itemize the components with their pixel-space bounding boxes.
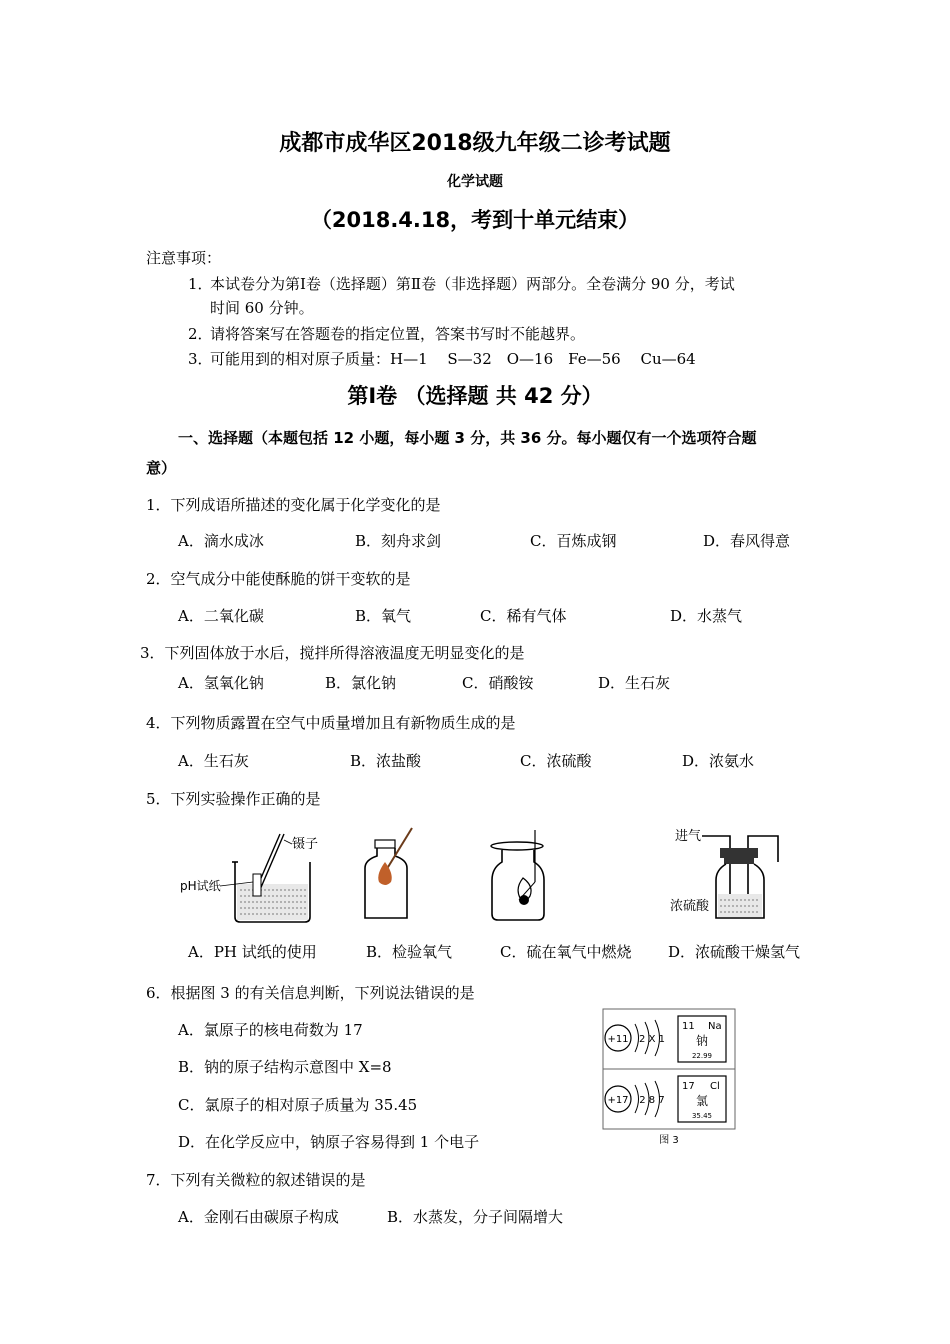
option: A．滴水成冰: [178, 532, 264, 550]
oxygen-test-figure: [365, 828, 412, 918]
option: A．二氧化碳: [178, 607, 264, 625]
option: C．氯原子的相对原子质量为 35.45: [178, 1096, 418, 1114]
option: D．生石灰: [598, 674, 671, 692]
cl-atomic-number: 17: [682, 1081, 695, 1092]
tweezers-label: 镊子: [292, 837, 319, 852]
na-mass: 22.99: [691, 1052, 713, 1060]
option: B．氯化钠: [325, 674, 397, 692]
exam-title: 成都市成华区2018级九年级二诊考试题: [279, 131, 671, 156]
question-stem: 2．空气成分中能使酥脆的饼干变软的是: [146, 570, 411, 588]
option: A．生石灰: [178, 752, 249, 770]
na-symbol: Na: [708, 1021, 722, 1032]
option: B．检验氧气: [366, 943, 453, 961]
option: B．浓盐酸: [350, 752, 422, 770]
note-number: 1．: [188, 275, 213, 293]
option: C．硫在氧气中燃烧: [500, 943, 632, 961]
option: A．金刚石由碳原子构成: [178, 1208, 339, 1226]
na-shells: 2 X 1: [639, 1034, 665, 1045]
note-text-cont: 时间 60 分钟。: [210, 299, 314, 317]
option: A．氢氧化钠: [178, 674, 264, 692]
cl-mass: 35.45: [691, 1112, 713, 1120]
beaker-ph-figure: [180, 834, 318, 922]
option: D．在化学反应中，钠原子容易得到 1 个电子: [178, 1133, 480, 1151]
question-stem: 4．下列物质露置在空气中质量增加且有新物质生成的是: [146, 714, 516, 732]
note-text: 可能用到的相对原子质量：H—1 S—32 O—16 Fe—56 Cu—64: [210, 350, 696, 368]
ph-paper-label: pH试纸: [180, 879, 221, 893]
section-instructions-cont: 意）: [146, 459, 177, 477]
option: C．稀有气体: [480, 607, 567, 625]
na-nucleus: +11: [607, 1034, 629, 1045]
question-stem: 7．下列有关微粒的叙述错误的是: [146, 1171, 366, 1189]
option: B．水蒸发，分子间隔增大: [387, 1208, 564, 1226]
note-number: 3．: [188, 350, 213, 368]
section-instructions: 一、选择题（本题包括 12 小题，每小题 3 分，共 36 分。每小题仅有一个选项符合题: [178, 429, 757, 447]
question-stem: 3．下列固体放于水后，搅拌所得溶液温度无明显变化的是: [140, 644, 525, 662]
question-stem: 1．下列成语所描述的变化属于化学变化的是: [146, 496, 441, 514]
cl-symbol: Cl: [710, 1081, 720, 1092]
gas-in-label: 进气: [675, 829, 702, 844]
q5-apparatus-figures: [180, 822, 820, 932]
option: A．PH 试纸的使用: [188, 943, 317, 961]
question-stem: 6．根据图 3 的有关信息判断，下列说法错误的是: [146, 984, 475, 1002]
question-stem: 5．下列实验操作正确的是: [146, 790, 321, 808]
note-number: 2．: [188, 325, 213, 343]
figure-3-caption: 图 3: [659, 1135, 679, 1146]
option: C．硝酸铵: [462, 674, 534, 692]
option: D．浓硫酸干燥氢气: [668, 943, 801, 961]
section-title: 第Ⅰ卷 （选择题 共 42 分）: [347, 384, 603, 408]
note-text: 本试卷分为第Ⅰ卷（选择题）第Ⅱ卷（非选择题）两部分。全卷满分 90 分，考试: [210, 275, 735, 293]
option: D．浓氨水: [682, 752, 755, 770]
sulfur-combustion-figure: [491, 830, 544, 920]
gas-drying-bottle-figure: [670, 828, 778, 918]
figure-3-atoms: [602, 1008, 736, 1148]
option: C．百炼成钢: [530, 532, 617, 550]
na-atomic-number: 11: [682, 1021, 695, 1032]
option: A．氯原子的核电荷数为 17: [178, 1021, 363, 1039]
date-line: （2018.4.18，考到十单元结束）: [310, 208, 640, 232]
na-name: 钠: [695, 1034, 709, 1048]
cl-name: 氯: [695, 1094, 709, 1108]
subject-title: 化学试题: [447, 174, 503, 190]
option: B．氧气: [355, 607, 412, 625]
option: D．水蒸气: [670, 607, 743, 625]
option: B．钠的原子结构示意图中 X=8: [178, 1058, 392, 1076]
notes-heading: 注意事项：: [146, 249, 222, 267]
option: C．浓硫酸: [520, 752, 592, 770]
cl-nucleus: +17: [607, 1095, 629, 1106]
acid-label: 浓硫酸: [670, 899, 710, 914]
note-text: 请将答案写在答题卷的指定位置，答案书写时不能越界。: [210, 325, 586, 343]
cl-shells: 2 8 7: [639, 1095, 665, 1106]
option: B．刻舟求剑: [355, 532, 442, 550]
option: D．春风得意: [703, 532, 791, 550]
